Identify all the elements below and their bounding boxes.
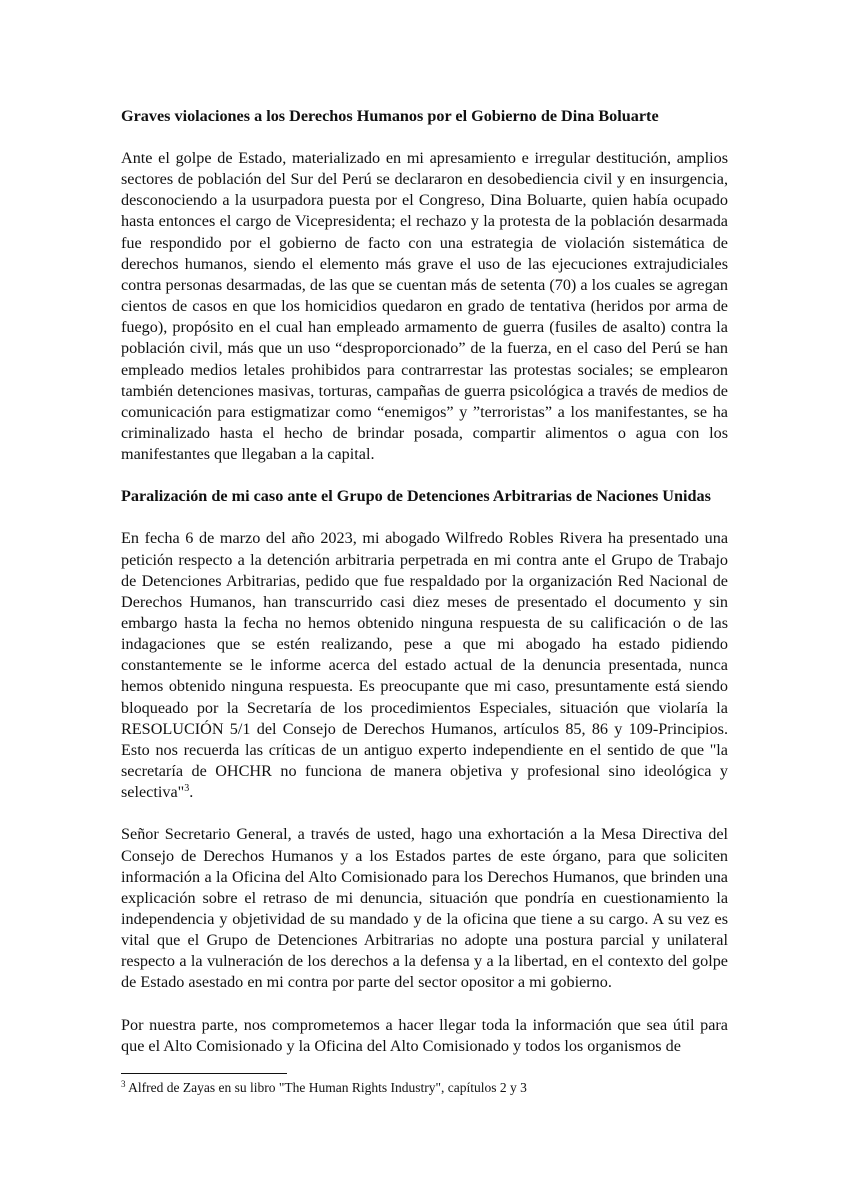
paragraph-exhortation: Señor Secretario General, a través de usted, hago una exhortación a la Mesa Directiva del Consejo de Derechos Humanos y a los Estados partes de este órgano, para que soliciten información a la Oficina del Alto Comisionado para los Derechos Humanos, que brinden una explicación sobre el retraso de mi denuncia, situación que pondría en cuestionamiento la independencia y objetividad de su mandado y de la oficina que tiene a su cargo. A su vez es vital que el Grupo de Detenciones Arbitrarias no adopte una postura parcial y unilateral respecto a la vulneración de los derechos a la defensa y a la libertad, en el contexto del golpe de Estado asestado en mi contra por parte del sector opositor a mi gobierno. (121, 825, 728, 992)
document-page (121, 106, 728, 1078)
footnote-reference: 3 (184, 783, 190, 795)
footnote-number: 3 (121, 1079, 126, 1089)
paragraph-petition-text: En fecha 6 de marzo del año 2023, mi abogado Wilfredo Robles Rivera ha presentado una petición respecto a la detención arbitraria perpetrada en mi contra ante el Grupo de Trabajo de Detenciones Arbitrarias, pedido que fue respaldado por la organización Red Nacional de Derechos Humanos, han transcurrido casi diez meses de presentado el documento y sin embargo hasta la fecha no hemos obtenido ninguna respuesta de su calificación o de las indagaciones que se estén realizando, pese a que mi abogado ha estado pidiendo constantemente se le informe acerca del estado actual de la denuncia presentada, nunca hemos obtenido ninguna respuesta. Es preocupante que mi caso, presuntamente está siendo bloqueado por la Secretaría de los procedimientos Especiales, situación que violaría la RESOLUCIÓN 5/1 del Consejo de Derechos Humanos, artículos 85, 86 y 109-Principios. Esto nos recuerda las críticas de un antiguo experto independiente en el sentido de que "la secretaría de OHCHR no funciona de manera objetiva y profesional sino ideológica y selectiva" (121, 529, 728, 802)
paragraph-human-rights-violations: Ante el golpe de Estado, materializado en mi apresamiento e irregular destitución, amplios sectores de población del Sur del Perú se declararon en desobediencia civil y en insurgencia, desconociendo a la usurpadora puesta por el Congreso, Dina Boluarte, quien había ocupado hasta entonces el cargo de Vicepresidenta; el rechazo y la protesta de la población desarmada fue respondido por el gobierno de facto con una estrategia de violación sistemática de derechos humanos, siendo el elemento más grave el uso de las ejecuciones extrajudiciales contra personas desarmadas, de las que se cuentan más de setenta (70) a los cuales se agregan cientos de casos en que los homicidios quedaron en grado de tentativa (heridos por arma de fuego), propósito en el cual han empleado armamento de guerra (fusiles de asalto) contra la población civil, más que un uso “desproporcionado” de la fuerza, en el caso del Perú se han empleado medios letales prohibidos para contrarrestar las protestas sociales; se emplearon también detenciones masivas, torturas, campañas de guerra psicológica a través de medios de comunicación para estigmatizar como “enemigos” y ”terroristas” a los manifestantes, se ha criminalizado hasta el hecho de brindar posada, compartir alimentos o agua con los manifestantes que llegaban a la capital. (121, 149, 728, 464)
footnote-separator (121, 1073, 287, 1074)
paragraph-commitment: Por nuestra parte, nos comprometemos a hacer llegar toda la información que sea útil para que el Alto Comisionado y la Oficina del Alto Comisionado y todos los organismos de (121, 1015, 728, 1055)
footnote-text: Alfred de Zayas en su libro "The Human Rights Industry", capítulos 2 y 3 (128, 1080, 527, 1095)
footnote (121, 1079, 728, 1096)
section-heading-human-rights: Graves violaciones a los Derechos Humanos por el Gobierno de Dina Boluarte (121, 107, 659, 125)
section-heading-arbitrary-detention: Paralización de mi caso ante el Grupo de Detenciones Arbitrarias de Naciones Unidas (121, 487, 711, 506)
paragraph-petition: En fecha 6 de marzo del año 2023, mi abogado Wilfredo Robles Rivera ha presentado una petición respecto a la detención arbitraria perpetrada en mi contra ante el Grupo de Trabajo de Detenciones Arbitrarias, pedido que fue respaldado por la organización Red Nacional de Derechos Humanos, han transcurrido casi diez meses de presentado el documento y sin embargo hasta la fecha no hemos obtenido ninguna respuesta de su calificación o de las indagaciones que se estén realizando, pese a que mi abogado ha estado pidiendo constantemente se le informe acerca del estado actual de la denuncia presentada, nunca hemos obtenido ninguna respuesta. Es preocupante que mi caso, presuntamente está siendo bloqueado por la Secretaría de los procedimientos Especiales, situación que violaría la RESOLUCIÓN 5/1 del Consejo de Derechos Humanos, artículos 85, 86 y 109-Principios. Esto nos recuerda las críticas de un antiguo experto independiente en el sentido de que "la secretaría de OHCHR no funciona de manera objetiva y profesional sino ideológica y selectiva"$^3$. (121, 529, 728, 802)
